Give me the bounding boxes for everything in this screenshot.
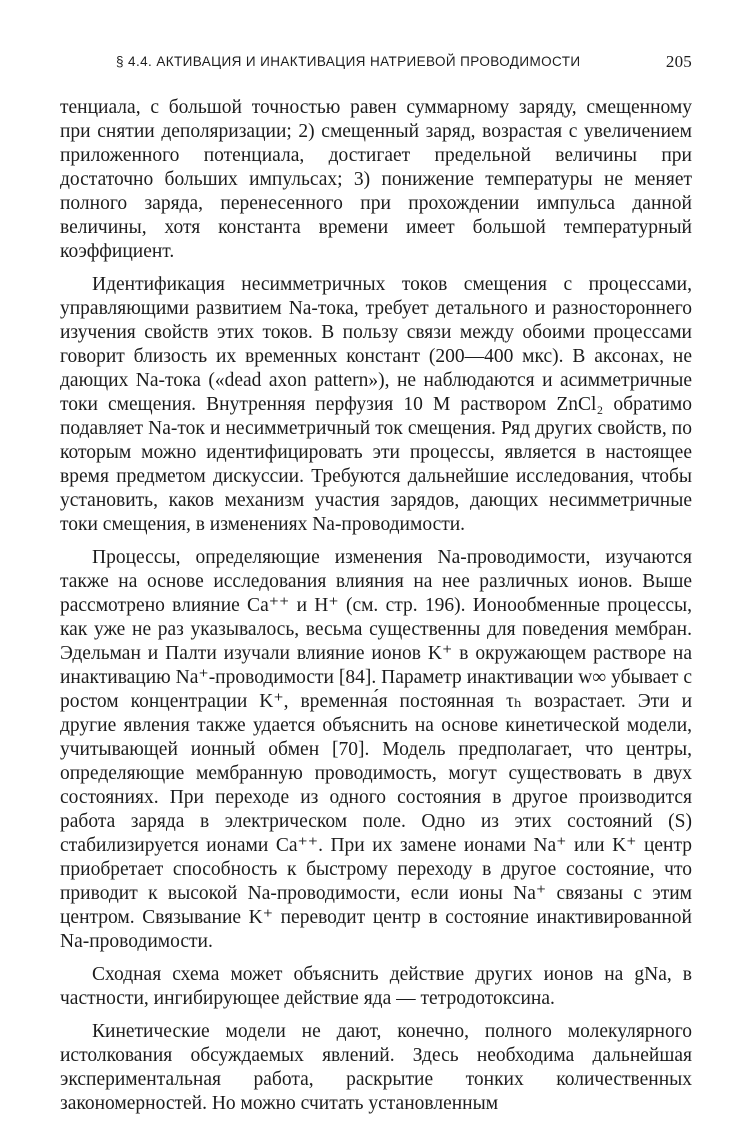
paragraph-similar-scheme: Сходная схема может объяснить действие других ионов на gNa, в частности, ингибирующее действие яда — тетродотоксина. <box>60 964 692 1009</box>
page-number: 205 <box>665 52 692 71</box>
running-header <box>60 50 692 76</box>
paragraph-continued: тенциала, с большой точностью равен суммарному заряду, смещенному при снятии деполяризации; 2) смещенный заряд, возрастая с увеличением приложенного потенциала, достигает предельной величины при достаточно больших импульсах; 3) понижение температуры не меняет полного заряда, перенесенного при прохождении импульса данной величины, хотя константа времени имеет большой температурный коэффициент. <box>60 97 692 262</box>
body-text <box>60 96 692 1116</box>
paragraph-kinetic-models: Кинетические модели не дают, конечно, полного молекулярного истолкования обсуждаемых явлений. Здесь необходима дальнейшая экспериментальная работа, раскрытие тонких количественных закономерностей. Но можно считать установленным <box>60 1021 692 1114</box>
section-title: § 4.4. АКТИВАЦИЯ И ИНАКТИВАЦИЯ НАТРИЕВОЙ ПРОВОДИМОСТИ <box>116 54 581 69</box>
paragraph-asymmetric-currents: Идентификация несимметричных токов смещения с процессами, управляющими развитием Na-тока, требует детального и разностороннего изучения свойств этих токов. В пользу связи между обоими процессами говорит близость их временных констант (200—400 мкс). В аксонах, не дающих Na-тока («dead axon pattern»), не наблюдаются и асимметричные токи смещения. Внутренняя перфузия 10 М раствором ZnCl₂ обратимо подавляет Na-ток и несимметричный ток смещения. Ряд других свойств, по которым можно идентифицировать эти процессы, является в настоящее время предметом дискуссии. Требуются дальнейшие исследования, чтобы установить, каков механизм участия зарядов, дающих несимметричные токи смещения, в изменениях Na-проводимости. <box>60 274 692 535</box>
paragraph-ion-influence: Процессы, определяющие изменения Na-проводимости, изучаются также на основе исследования влияния на нее различных ионов. Выше рассмотрено влияние Ca⁺⁺ и H⁺ (см. стр. 196). Ионообменные процессы, как уже не раз указывалось, весьма существенны для поведения мембран. Эдельман и Палти изучали влияние ионов K⁺ в окружающем растворе на инактивацию Na⁺-проводимости [84]. Параметр инактивации w∞ убывает с ростом концентрации K⁺, временна́я постоянная τₕ возрастает. Эти и другие явления также удается объяснить на основе кинетической модели, учитывающей ионный обмен [70]. Модель предполагает, что центры, определяющие мембранную проводимость, могут существовать в двух состояниях. При переходе из одного состояния в другое производится работа заряда в электрическом поле. Одно из этих состояний (S) стабилизируется ионами Ca⁺⁺. При их замене ионами Na⁺ или K⁺ центр приобретает способность к быстрому переходу в другое состояние, что приводит к высокой Na-проводимости, если ионы Na⁺ связаны с этим центром. Связывание K⁺ переводит центр в состояние инактивированной Na-проводимости. <box>60 547 692 952</box>
book-page <box>60 50 692 1120</box>
